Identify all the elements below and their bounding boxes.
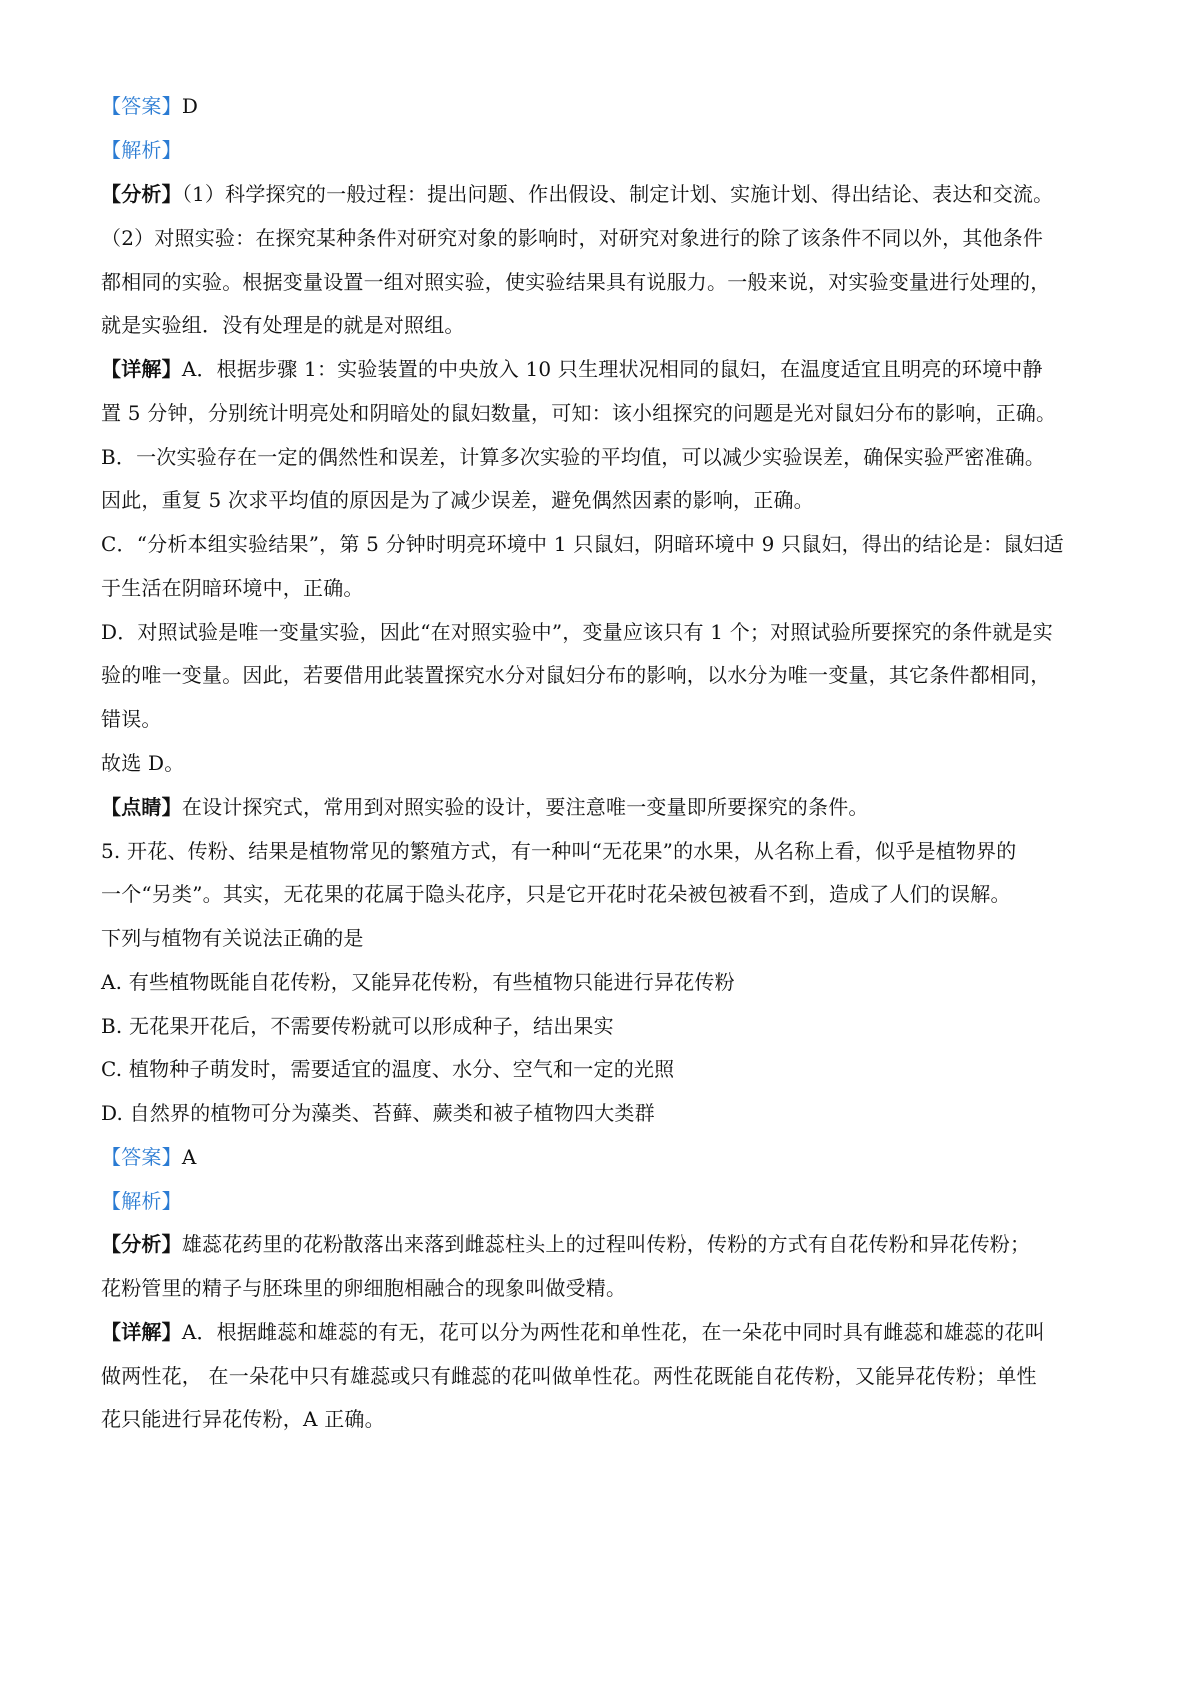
q5-stem-line-3: 下列与植物有关说法正确的是 (101, 926, 364, 950)
q5-fenxi-text-1: 雄蕊花药里的花粉散落出来落到雌蕊柱头上的过程叫传粉，传粉的方式有自花传粉和异花传粉； (181, 1232, 1031, 1256)
q4-answer-label: 【答案】 (101, 94, 182, 118)
q4-answer-line (101, 92, 1111, 120)
q4-dianjing-line (101, 793, 1111, 821)
q5-answer-value: A (181, 1145, 197, 1169)
q4-xiangjie-line-7: D．对照试验是唯一变量实验，因此“在对照实验中”，变量应该只有 1 个；对照试验所要探究的条件就是实 (101, 620, 1053, 644)
q5-xiangjie-label: 【详解】 (101, 1320, 182, 1344)
q5-option-d: D. 自然界的植物可分为藻类、苔藓、蕨类和被子植物四大类群 (101, 1101, 655, 1125)
q5-option-b: B. 无花果开花后，不需要传粉就可以形成种子，结出果实 (101, 1014, 614, 1038)
q5-fenxi-line-2: 花粉管里的精子与胚珠里的卵细胞相融合的现象叫做受精。 (101, 1276, 627, 1300)
q5-analysis-label: 【解析】 (101, 1189, 182, 1213)
q4-xiangjie-line-4: 因此，重复 5 次求平均值的原因是为了减少误差，避免偶然因素的影响，正确。 (101, 488, 814, 512)
q4-analysis-label: 【解析】 (101, 138, 182, 162)
q5-xiangjie-line-1 (101, 1318, 1111, 1346)
q5-answer-line (101, 1143, 1111, 1171)
q4-xiangjie-line-2: 置 5 分钟，分别统计明亮处和阴暗处的鼠妇数量，可知：该小组探究的问题是光对鼠妇分布的影响，正确。 (101, 401, 1057, 425)
q4-xiangjie-line-6: 于生活在阴暗环境中，正确。 (101, 576, 364, 600)
q5-xiangjie-line-3: 花只能进行异花传粉，A 正确。 (101, 1407, 385, 1431)
q4-xiangjie-line-5: C．“分析本组实验结果”，第 5 分钟时明亮环境中 1 只鼠妇，阴暗环境中 9 只鼠妇，得出的结论是：鼠妇适 (101, 532, 1064, 556)
q4-xiangjie-line-10: 故选 D。 (101, 751, 185, 775)
q4-xiangjie-line-9: 错误。 (101, 707, 162, 731)
q4-fenxi-label: 【分析】 (101, 182, 182, 206)
q5-fenxi-line-1 (101, 1230, 1111, 1258)
q4-fenxi-line-3: 都相同的实验。根据变量设置一组对照实验，使实验结果具有说服力。一般来说，对实验变量进行处理的， (101, 270, 1051, 294)
q4-dianjing-label: 【点睛】 (101, 795, 182, 819)
q4-xiangjie-line-8: 验的唯一变量。因此，若要借用此装置探究水分对鼠妇分布的影响，以水分为唯一变量，其它条件都相同， (101, 663, 1051, 687)
q4-xiangjie-label: 【详解】 (101, 357, 182, 381)
q5-answer-label: 【答案】 (101, 1145, 182, 1169)
q5-xiangjie-line-2: 做两性花， 在一朵花中只有雄蕊或只有雌蕊的花叫做单性花。两性花既能自花传粉，又能异花传粉；单性 (101, 1364, 1037, 1388)
q5-fenxi-label: 【分析】 (101, 1232, 182, 1256)
q4-fenxi-text-1: （1）科学探究的一般过程：提出问题、作出假设、制定计划、实施计划、得出结论、表达和交流。 (181, 182, 1054, 206)
q4-fenxi-line-2: （2）对照实验：在探究某种条件对研究对象的影响时，对研究对象进行的除了该条件不同以外，其他条件 (101, 226, 1044, 250)
q4-xiangjie-text-1: A．根据步骤 1：实验装置的中央放入 10 只生理状况相同的鼠妇，在温度适宜且明亮的环境中静 (181, 357, 1043, 381)
q5-stem-line-2: 一个“另类”。其实，无花果的花属于隐头花序，只是它开花时花朵被包被看不到，造成了人们的误解。 (101, 882, 1011, 906)
q4-fenxi-line-4: 就是实验组．没有处理是的就是对照组。 (101, 313, 465, 337)
q4-dianjing-text: 在设计探究式，常用到对照实验的设计，要注意唯一变量即所要探究的条件。 (181, 795, 869, 819)
q5-option-c: C. 植物种子萌发时，需要适宜的温度、水分、空气和一定的光照 (101, 1057, 675, 1081)
q5-option-a: A. 有些植物既能自花传粉，又能异花传粉，有些植物只能进行异花传粉 (101, 970, 735, 994)
q5-stem-line-1: 5. 开花、传粉、结果是植物常见的繁殖方式，有一种叫“无花果”的水果，从名称上看，似乎是植物界的 (101, 839, 1017, 863)
q4-xiangjie-line-1 (101, 355, 1111, 383)
q4-answer-value: D (181, 94, 199, 118)
q5-xiangjie-text-1: A．根据雌蕊和雄蕊的有无，花可以分为两性花和单性花，在一朵花中同时具有雌蕊和雄蕊的花叫 (181, 1320, 1045, 1344)
q4-fenxi-line-1 (101, 180, 1111, 208)
q4-xiangjie-line-3: B．一次实验存在一定的偶然性和误差，计算多次实验的平均值，可以减少实验误差，确保实验严密准确。 (101, 445, 1046, 469)
